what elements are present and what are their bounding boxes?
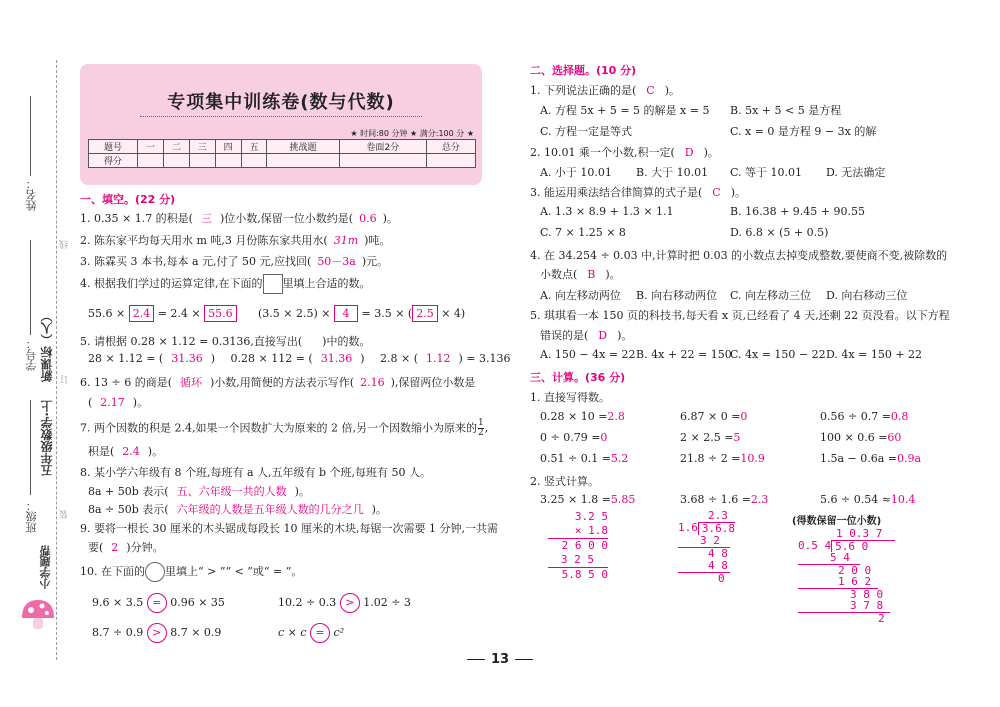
dash <box>467 659 485 660</box>
score-header: 卷面2分 <box>339 140 426 154</box>
oral-item <box>680 452 765 465</box>
oral-item <box>820 452 921 465</box>
option-d: D. 无法确定 <box>826 166 886 179</box>
option-a: A. 向左移动两位 <box>540 289 621 302</box>
score-row <box>89 154 476 168</box>
text: 要( <box>88 541 104 554</box>
grade-label: 五年级数学·上 <box>40 400 54 477</box>
text: ),保留两位小数是 <box>390 376 476 389</box>
answer-circle: > <box>147 623 167 643</box>
binding-sidebar <box>0 0 70 707</box>
option-a: A. 小于 10.01 <box>540 166 612 179</box>
text: ) <box>210 352 215 365</box>
denominator: 2 <box>477 428 484 438</box>
vertical-calc-2 <box>680 493 768 506</box>
text: 8a ÷ 50b 表示( <box>88 503 169 516</box>
score-cell[interactable] <box>163 154 189 168</box>
q1-10-e1 <box>92 593 225 613</box>
text: 8a + 50b 表示( <box>88 485 169 498</box>
text: )。 <box>382 212 398 225</box>
answer: 2.16 <box>360 376 385 389</box>
text: 里填上“ > ”“ < ”或“ = ”。 <box>165 565 303 578</box>
answer: 五、六年级一共的人数 <box>176 485 287 498</box>
question: 3.25 × 1.8 = <box>540 493 611 506</box>
text: c² <box>333 626 345 639</box>
section2-title: 二、选择题。(10 分) <box>530 64 637 77</box>
text: 0.96 × 35 <box>170 596 225 609</box>
text: × 4) <box>441 307 466 320</box>
score-header: 挑战题 <box>267 140 339 154</box>
text: )分钟。 <box>126 541 164 554</box>
answer: D <box>684 146 694 159</box>
answer-box: 55.6 <box>204 305 237 322</box>
q2-4: 4. 在 34.254 ÷ 0.03 中,计算时把 0.03 的小数点去掉变成整数,要使商不变,被除数的 <box>530 249 948 262</box>
text: 10. 在下面的 <box>80 565 145 578</box>
option-c: C. 4x = 150 − 22 <box>730 348 826 361</box>
text: )。 <box>147 445 164 458</box>
q1-6 <box>80 374 475 390</box>
oral-item <box>540 431 607 444</box>
answer: 5.2 <box>610 452 629 465</box>
exam-header <box>80 64 482 185</box>
text: 2.8 × ( <box>380 352 418 365</box>
q1-2 <box>80 232 390 248</box>
dash <box>515 659 533 660</box>
option-b: B. 4x + 22 = 150 <box>636 348 732 361</box>
fraction <box>478 419 484 438</box>
answer: 循环 <box>180 376 202 389</box>
name-write-line <box>30 96 31 176</box>
q2-5: 5. 琪琪看一本 150 页的科技书,每天看 x 页,已经看了 4 天,还剩 22 页没看。以下方程 <box>530 309 950 322</box>
text: )小数,用简便的方法表示写作( <box>210 376 355 389</box>
text: 1. 0.35 × 1.7 的积是( <box>80 212 193 225</box>
answer: 0.9a <box>897 452 922 465</box>
text: , <box>484 421 489 435</box>
text: (3.5 × 2.5) × <box>258 307 331 320</box>
work-line: 3 8 0 <box>850 587 884 601</box>
q1-1 <box>80 210 398 226</box>
text: ) = 3.136 <box>458 352 511 365</box>
text: c × c <box>278 626 307 639</box>
work-line: 4 8 <box>678 560 730 573</box>
answer: 50－3a <box>317 255 356 268</box>
score-header: 二 <box>163 140 189 154</box>
question: 6.87 × 0 = <box>680 410 741 423</box>
answer-box: 4 <box>334 305 358 322</box>
cut-mark-3: 装 <box>60 510 70 519</box>
option-d: D. 6.8 × (5 + 0.5) <box>730 226 829 239</box>
page-number-text: 13 <box>490 652 510 667</box>
question: 5.6 ÷ 0.54 ≈ <box>820 493 891 506</box>
q1-7-b <box>88 443 163 459</box>
q2-3 <box>530 184 746 200</box>
text: )。 <box>730 186 747 199</box>
q1-4-eq1 <box>88 305 237 322</box>
q1-9-b <box>88 539 164 555</box>
option-a: A. 150 − 4x = 22 <box>540 348 636 361</box>
score-header: 一 <box>138 140 164 154</box>
text: )。 <box>605 268 621 281</box>
work-line: 4 8 <box>708 547 728 560</box>
text: 5. 请根据 0.28 × 1.12 = 0.3136,直接写出( <box>80 335 303 348</box>
blank-square <box>263 274 283 294</box>
question: 3.68 ÷ 1.6 = <box>680 493 751 506</box>
score-cell[interactable] <box>215 154 241 168</box>
text: 6. 13 ÷ 6 的商是( <box>80 376 172 389</box>
title-underline <box>140 116 422 117</box>
option-d: D. 4x = 150 + 22 <box>826 348 923 361</box>
work-line: 1 6 2 <box>798 576 878 589</box>
text: 4. 根据我们学过的运算定律,在下面的 <box>80 277 263 290</box>
text: 2. 10.01 乘一个小数,积一定( <box>530 146 675 159</box>
option-b: B. 大于 10.01 <box>636 166 709 179</box>
text: 9.6 × 3.5 <box>92 596 144 609</box>
text: )中的数。 <box>322 335 371 348</box>
text: )元。 <box>361 255 389 268</box>
answer: 31.36 <box>320 352 353 365</box>
work-line: 5 4 <box>798 552 860 565</box>
question: 0.28 × 10 = <box>540 410 608 423</box>
answer: 60 <box>887 431 902 444</box>
answer: 10.9 <box>740 452 765 465</box>
answer: 2.17 <box>100 396 125 409</box>
text: 里填上合适的数。 <box>282 277 371 290</box>
question: 2 × 2.5 = <box>680 431 734 444</box>
score-header: 三 <box>189 140 215 154</box>
text: 1.02 ÷ 3 <box>363 596 411 609</box>
score-cell[interactable] <box>189 154 215 168</box>
text: 积是( <box>88 445 115 458</box>
work-line: 1 0.3 7 <box>836 527 883 540</box>
score-table <box>88 139 476 168</box>
text: )。 <box>294 485 310 498</box>
numerator: 1 <box>477 418 484 428</box>
text: )。 <box>371 503 387 516</box>
option-b: B. 16.38 + 9.45 + 90.55 <box>730 205 865 218</box>
answer: 2.4 <box>122 445 140 458</box>
answer: 5 <box>733 431 741 444</box>
class-label: 班级： <box>25 500 38 533</box>
question: 21.8 ÷ 2 = <box>680 452 741 465</box>
mushroom-logo-icon <box>18 596 58 632</box>
q1-8-l1 <box>88 483 310 499</box>
text: )。 <box>617 329 633 342</box>
text: ) <box>360 352 365 365</box>
text: 3. 陈霖买 3 本书,每本 a 元,付了 50 元,应找回( <box>80 255 312 268</box>
question: 0.56 ÷ 0.7 = <box>820 410 891 423</box>
work-line: 2.3 <box>708 509 728 522</box>
work-line: 0 <box>718 572 725 585</box>
answer: 2 <box>111 541 119 554</box>
work-line: 3.2 5 <box>574 510 608 523</box>
score-row-label: 得分 <box>89 154 138 168</box>
answer: 31.36 <box>171 352 203 365</box>
score-header: 五 <box>241 140 267 154</box>
answer: 三 <box>200 212 212 225</box>
edition-label: 新课标（人） <box>40 310 54 382</box>
work-line: 2 <box>878 611 885 625</box>
q1-8: 8. 某小学六年级有 8 个班,每班有 a 人,五年级有 b 个班,每班有 50 人。 <box>80 466 432 479</box>
q1-5-eqs <box>88 352 511 365</box>
answer: 1.12 <box>426 352 451 365</box>
oral-item <box>680 431 740 444</box>
oral-item <box>540 410 625 423</box>
text: )。 <box>132 396 149 409</box>
question: 100 × 0.6 = <box>820 431 888 444</box>
answer: 0 <box>600 431 608 444</box>
text: 1. 下列说法正确的是( <box>530 84 637 97</box>
answer: 0.6 <box>359 212 377 225</box>
option-a: A. 方程 5x + 5 = 5 的解是 x = 5 <box>540 104 710 117</box>
q2-4-b <box>540 266 621 282</box>
cut-mark-1: 线 <box>60 240 70 249</box>
q1-9: 9. 要将一根长 30 厘米的木头锯成每段长 10 厘米的木块,每锯一次需要 1 分钟,一共需 <box>80 522 498 535</box>
work-multiplication <box>548 510 608 582</box>
answer: 0 <box>740 410 748 423</box>
score-cell[interactable] <box>267 154 339 168</box>
q2-5-b <box>540 327 632 343</box>
option-a: A. 1.3 × 8.9 + 1.3 × 1.1 <box>540 205 674 218</box>
q1-4-eq2 <box>258 305 465 322</box>
score-header-row <box>89 140 476 154</box>
answer-circle: > <box>340 593 360 613</box>
answer-circle: = <box>147 593 167 613</box>
answer: D <box>598 329 608 342</box>
question: 0.51 ÷ 0.1 = <box>540 452 611 465</box>
q2-1 <box>530 82 680 98</box>
option-c: C. 等于 10.01 <box>730 166 803 179</box>
section3-title: 三、计算。(36 分) <box>530 371 626 384</box>
text: 2. 陈东家平均每天用水 m 吨,3 月份陈东家共用水( <box>80 234 328 247</box>
text: 8.7 × 0.9 <box>170 626 222 639</box>
work-line: 3 2 <box>678 535 730 548</box>
q1-10-e3 <box>92 623 221 643</box>
text: 3. 能运用乘法结合律简算的式子是( <box>530 186 703 199</box>
answer: 2.8 <box>607 410 625 423</box>
answer-circle: = <box>310 623 330 643</box>
text: = 3.5 × ( <box>361 307 413 320</box>
work-division-2 <box>798 528 908 624</box>
score-cell[interactable] <box>241 154 267 168</box>
name-label: 姓名： <box>25 178 38 211</box>
q1-3 <box>80 253 388 269</box>
divisor: 0.5 4 <box>798 538 832 552</box>
answer: C <box>712 186 721 199</box>
blank-circle <box>145 562 165 582</box>
question: 0 ÷ 0.79 = <box>540 431 601 444</box>
class-write-line <box>30 400 31 495</box>
q1-5 <box>80 333 370 349</box>
text: 7. 两个因数的积是 2.4,如果一个因数扩大为原来的 2 倍,另一个因数缩小为原来的 <box>80 421 477 435</box>
text: 小数点( <box>540 268 578 281</box>
rounding-note: (得数保留一位小数) <box>792 516 882 527</box>
time-info: ★ 时间:80 分钟 ★ 满分:100 分 ★ <box>350 129 474 138</box>
q1-10-e2 <box>278 593 411 613</box>
exam-title: 专项集中训练卷(数与代数) <box>167 92 395 113</box>
text: )吨。 <box>364 234 391 247</box>
option-d: D. 向右移动三位 <box>826 289 908 302</box>
text: 28 × 1.12 = ( <box>88 352 164 365</box>
student-no-label: 学号： <box>25 338 38 371</box>
oral-item <box>680 410 747 423</box>
work-division-1 <box>678 510 748 585</box>
brand-label: 小学题帮 <box>39 545 52 589</box>
q1-8-l2 <box>88 501 387 517</box>
text: 错误的是( <box>540 329 589 342</box>
answer: B <box>587 268 596 281</box>
cut-mark-2: 订 <box>60 375 70 384</box>
student-no-write-line <box>30 240 31 335</box>
option-b: B. 5x + 5 < 5 是方程 <box>730 104 842 117</box>
oral-item <box>820 410 908 423</box>
work-line: 3 2 5 <box>548 553 608 568</box>
answer: 10.4 <box>890 493 916 506</box>
answer: 2.3 <box>750 493 769 506</box>
text: 55.6 × <box>88 307 126 320</box>
oral-item <box>820 431 901 444</box>
text: 8.7 ÷ 0.9 <box>92 626 144 639</box>
score-header: 题号 <box>89 140 138 154</box>
answer: 六年级的人数是五年级人数的几分之几 <box>176 503 364 516</box>
work-line: 2 6 0 0 <box>561 539 608 552</box>
work-line: 3 7 8 <box>798 600 890 613</box>
score-cell[interactable] <box>339 154 426 168</box>
option-d: C. x = 0 是方程 9 − 3x 的解 <box>730 125 877 138</box>
text: 0.28 × 112 = ( <box>230 352 313 365</box>
text: )位小数,保留一位小数约是( <box>219 212 354 225</box>
q1-10-e4 <box>278 623 344 643</box>
q1-6-b <box>88 394 148 410</box>
option-b: B. 向右移动两位 <box>636 289 718 302</box>
q1-4 <box>80 274 371 294</box>
answer: 0.8 <box>890 410 909 423</box>
option-c: C. 7 × 1.25 × 8 <box>540 226 626 239</box>
q2-2 <box>530 144 719 160</box>
answer: 31m <box>333 234 359 247</box>
text: 10.2 ÷ 0.3 <box>278 596 337 609</box>
score-header: 四 <box>215 140 241 154</box>
section1-title: 一、填空。(22 分) <box>80 193 176 206</box>
score-cell[interactable] <box>426 154 475 168</box>
cut-line <box>56 60 57 660</box>
text: = 2.4 × <box>157 307 201 320</box>
dividend: 3.6.8 <box>698 522 735 535</box>
oral-item <box>540 452 628 465</box>
text: )。 <box>703 146 719 159</box>
work-line: 2 0 0 <box>838 563 872 577</box>
answer-box: 2.4 <box>129 305 155 322</box>
score-header: 总分 <box>426 140 475 154</box>
q1-10 <box>80 562 302 582</box>
page-number <box>0 652 1000 667</box>
work-line: × 1.8 <box>548 524 608 539</box>
answer: 5.85 <box>610 493 636 506</box>
dividend: 5.6 0 <box>831 540 895 553</box>
divisor: 1.6 <box>678 521 698 534</box>
answer-box: 2.5 <box>412 305 438 322</box>
part2-label: 2. 竖式计算。 <box>530 475 599 488</box>
question: 1.5a − 0.6a = <box>820 452 898 465</box>
text: )。 <box>664 84 681 97</box>
q1-7 <box>80 419 488 438</box>
vertical-calc-3 <box>820 493 915 506</box>
option-c: C. 向左移动三位 <box>730 289 812 302</box>
option-c: C. 方程一定是等式 <box>540 125 633 138</box>
text: ( <box>88 396 93 409</box>
answer: C <box>646 84 655 97</box>
part1-label: 1. 直接写得数。 <box>530 391 610 404</box>
vertical-calc-1 <box>540 493 635 506</box>
score-cell[interactable] <box>138 154 164 168</box>
work-line: 5.8 5 0 <box>561 568 608 581</box>
